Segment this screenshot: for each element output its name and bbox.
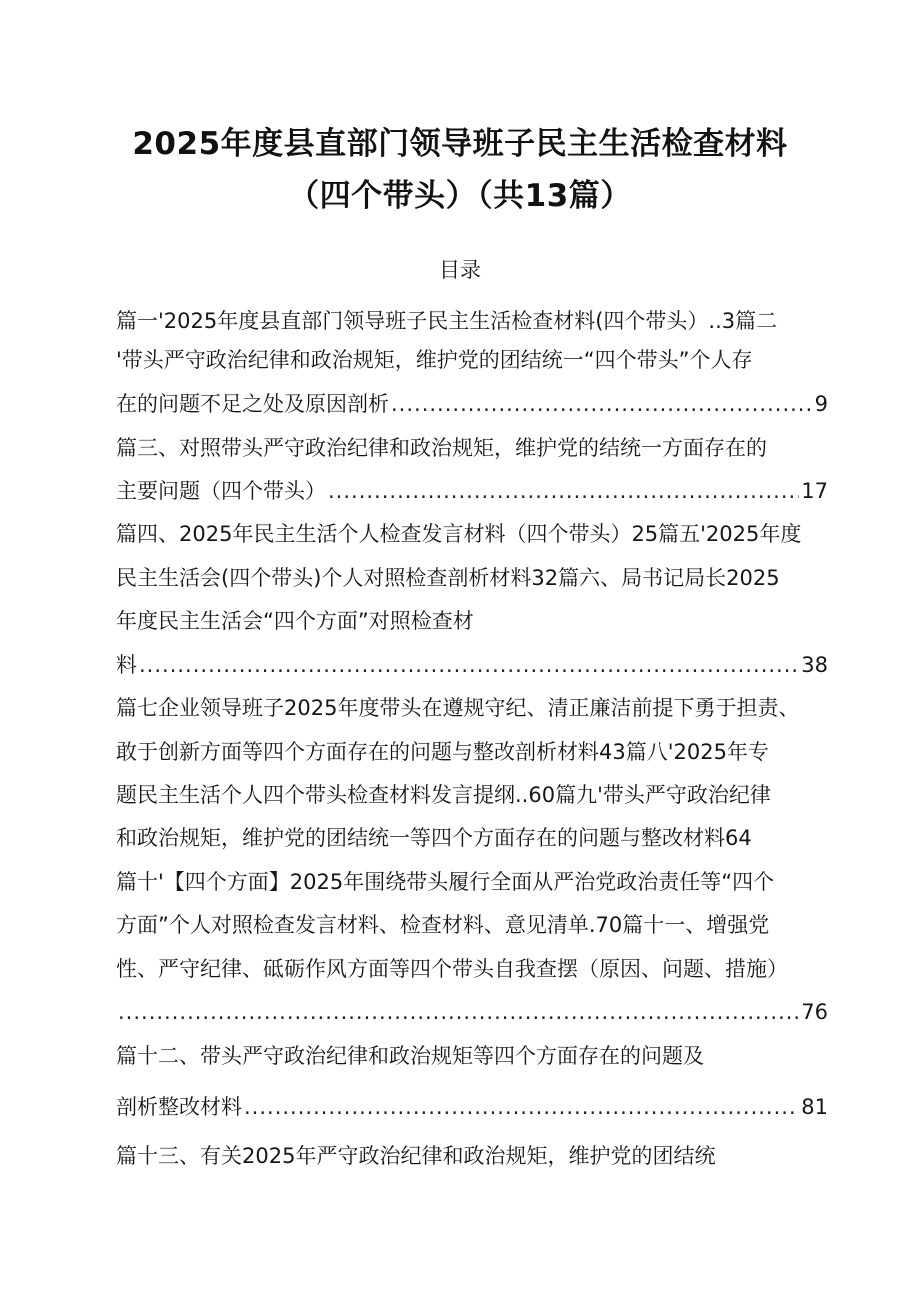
toc-line: 篇四、2025年民主生活个人检查发言材料（四个带头）25篇五'2025年度 — [116, 522, 802, 546]
toc-line: 篇十二、带头严守政治纪律和政治规矩等四个方面存在的问题及 — [116, 1044, 704, 1068]
page-number: 81 — [801, 1095, 828, 1119]
toc-entry-leader — [116, 472, 828, 510]
toc-line: 方面”个人对照检查发言材料、检查材料、意见清单.70篇十一、增强党 — [116, 913, 770, 937]
toc-line: 年度民主生活会“四个方面”对照检查材 — [116, 609, 474, 633]
page-number: 76 — [801, 1000, 828, 1024]
toc-line: 篇十'【四个方面】2025年围绕带头履行全面从严治党政治责任等“四个 — [116, 870, 775, 894]
dot-leader — [328, 472, 799, 510]
dot-leader — [118, 993, 799, 1031]
toc-line: 性、严守纪律、砥砺作风方面等四个带头自我查摆（原因、问题、措施） — [116, 957, 788, 981]
toc-line: 篇一'2025年度县直部门领导班子民主生活检查材料(四个带头）..3篇二 — [116, 309, 778, 333]
title-line-1: 2025年度县直部门领导班子民主生活检查材料 — [132, 126, 788, 162]
toc-line: 篇十三、有关2025年严守政治纪律和政治规矩，维护党的团结统 — [116, 1144, 716, 1168]
toc-entry-text: 主要问题（四个带头） — [116, 479, 326, 503]
toc-line: 篇三、对照带头严守政治纪律和政治规矩，维护党的结统一方面存在的 — [116, 436, 767, 460]
toc-heading: 目录 — [439, 258, 481, 282]
dot-leader — [391, 385, 813, 423]
toc-entry-leader — [116, 646, 828, 684]
dot-leader — [139, 646, 799, 684]
toc-entry-leader — [116, 385, 828, 423]
toc-entry-text: 剖析整改材料 — [116, 1095, 242, 1119]
toc-line: 题民主生活个人四个带头检查材料发言提纲..60篇九'带头严守政治纪律 — [116, 783, 771, 807]
toc-entry-leader — [116, 993, 828, 1031]
toc-entry-text: 在的问题不足之处及原因剖析 — [116, 392, 389, 416]
page-number: 17 — [801, 479, 828, 503]
toc-line: '带头严守政治纪律和政治规矩，维护党的团结统一“四个带头”个人存 — [116, 348, 753, 372]
title-line-2: （四个带头）（共13篇） — [288, 178, 632, 214]
toc-line: 和政治规矩，维护党的团结统一等四个方面存在的问题与整改材料64 — [116, 826, 752, 850]
document-title — [0, 118, 920, 222]
page-number: 38 — [801, 653, 828, 677]
dot-leader — [244, 1088, 799, 1126]
toc-entry-text: 料 — [116, 653, 137, 677]
toc-line: 民主生活会(四个带头)个人对照检查剖析材料32篇六、局书记局长2025 — [116, 566, 780, 590]
page-number: 9 — [814, 392, 828, 416]
toc-line: 敢于创新方面等四个方面存在的问题与整改剖析材料43篇八'2025年专 — [116, 740, 769, 764]
toc-entry-leader — [116, 1088, 828, 1126]
toc-line: 篇七企业领导班子2025年度带头在遵规守纪、清正廉洁前提下勇于担责、 — [116, 696, 800, 720]
